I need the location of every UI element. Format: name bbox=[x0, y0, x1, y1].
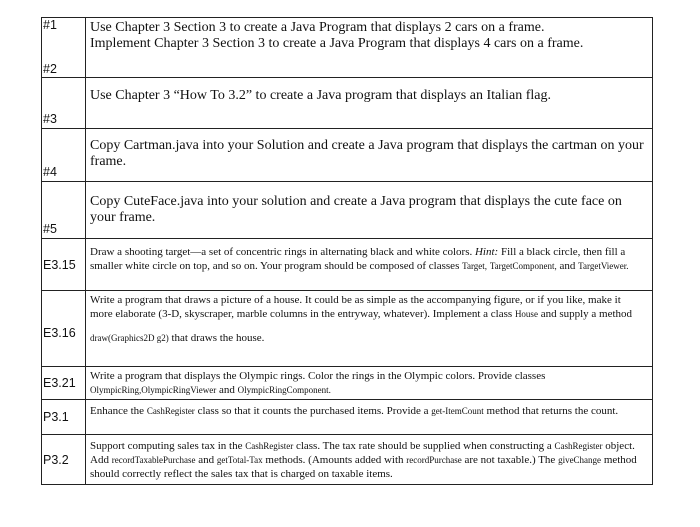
row-id-cell bbox=[42, 18, 86, 78]
task-text: Copy Cartman.java into your Solution and create a Java program that displays the cartman on your frame. bbox=[90, 138, 644, 169]
conjunction: and bbox=[195, 454, 217, 466]
table-row bbox=[42, 400, 653, 435]
table-row bbox=[42, 367, 653, 400]
method-name: draw(Graphics2D g2) bbox=[90, 333, 169, 343]
task-text: object. Add bbox=[90, 440, 635, 466]
task-text: method should correctly reflect the sales tax that is charged on taxable items. bbox=[90, 454, 637, 480]
class-name: CashRegister bbox=[146, 406, 195, 416]
task-text: class. The tax rate should be supplied when constructing a bbox=[293, 440, 555, 452]
row-description bbox=[86, 400, 653, 435]
conjunction: and bbox=[216, 384, 238, 396]
class-name: TargetViewer. bbox=[578, 261, 629, 271]
class-name: OlympicRingComponent. bbox=[237, 385, 331, 395]
task-text: and supply a method bbox=[537, 308, 633, 320]
class-name: OlympicRing,OlympicRingViewer bbox=[90, 385, 217, 395]
task-text: Draw a shooting target—a set of concentric rings in alternating black and white colors. bbox=[90, 246, 475, 258]
class-name: CashRegister bbox=[554, 441, 603, 451]
row-id: #2 bbox=[43, 62, 57, 76]
row-description bbox=[86, 18, 653, 78]
row-description bbox=[86, 129, 653, 182]
table-row bbox=[42, 18, 653, 78]
class-name: CashRegister bbox=[245, 441, 294, 451]
class-name: Target, bbox=[462, 261, 488, 271]
task-text: Write a program that draws a picture of a house. It could be as simple as the accompanying figure, or if you like, make it more elaborate (3-D, skyscraper, marble columns in the entryway, whatever). Implement a class bbox=[90, 294, 621, 320]
task-text: Write a program that displays the Olympic rings. Color the rings in the Olympic colors. Provide classes bbox=[90, 370, 546, 382]
task-text: Use Chapter 3 “How To 3.2” to create a Java program that displays an Italian flag. bbox=[90, 88, 551, 103]
method-name: recordPurchase bbox=[406, 455, 462, 465]
task-text: Enhance the bbox=[90, 405, 147, 417]
row-description bbox=[86, 435, 653, 485]
task-text: method that returns the count. bbox=[483, 405, 619, 417]
row-id: P3.2 bbox=[42, 435, 86, 485]
conjunction: and bbox=[556, 260, 579, 272]
task-text: methods. (Amounts added with bbox=[262, 454, 407, 466]
task-text: that draws the house. bbox=[168, 332, 265, 344]
row-id: #3 bbox=[42, 78, 86, 129]
row-description bbox=[86, 291, 653, 367]
method-name: recordTaxablePurchase bbox=[111, 455, 196, 465]
task-text: are not taxable.) The bbox=[461, 454, 559, 466]
row-id: #4 bbox=[42, 129, 86, 182]
row-id: #5 bbox=[42, 182, 86, 239]
row-id: P3.1 bbox=[42, 400, 86, 435]
table-row bbox=[42, 129, 653, 182]
class-name: TargetComponent, bbox=[489, 261, 557, 271]
task-text: class so that it counts the purchased items. Provide a bbox=[194, 405, 432, 417]
table-row bbox=[42, 78, 653, 129]
row-id: E3.15 bbox=[42, 239, 86, 291]
row-id: E3.16 bbox=[42, 291, 86, 367]
row-id: E3.21 bbox=[42, 367, 86, 400]
task-text: Copy CuteFace.java into your solution and create a Java program that displays the cute face on your frame. bbox=[90, 194, 622, 225]
row-description bbox=[86, 239, 653, 291]
row-description bbox=[86, 367, 653, 400]
method-name: getTotal-Tax bbox=[216, 455, 263, 465]
row-description bbox=[86, 182, 653, 239]
method-name: get-ItemCount bbox=[431, 406, 484, 416]
method-name: giveChange bbox=[558, 455, 602, 465]
table-row bbox=[42, 182, 653, 239]
task-text: Use Chapter 3 Section 3 to create a Java Program that displays 2 cars on a frame. bbox=[90, 20, 545, 35]
row-description bbox=[86, 78, 653, 129]
task-text: Support computing sales tax in the bbox=[90, 440, 246, 452]
assignment-table bbox=[41, 17, 653, 485]
class-name: House bbox=[514, 309, 538, 319]
task-text: Implement Chapter 3 Section 3 to create a Java Program that displays 4 cars on a frame. bbox=[90, 36, 584, 51]
table-row bbox=[42, 435, 653, 485]
table-row bbox=[42, 291, 653, 367]
task-text: Fill a black circle, then fill a smaller white circle on top, and so on. Your program should be composed of classes bbox=[90, 246, 626, 272]
table-row bbox=[42, 239, 653, 291]
hint-label: Hint: bbox=[474, 246, 499, 258]
row-id: #1 bbox=[43, 18, 57, 32]
